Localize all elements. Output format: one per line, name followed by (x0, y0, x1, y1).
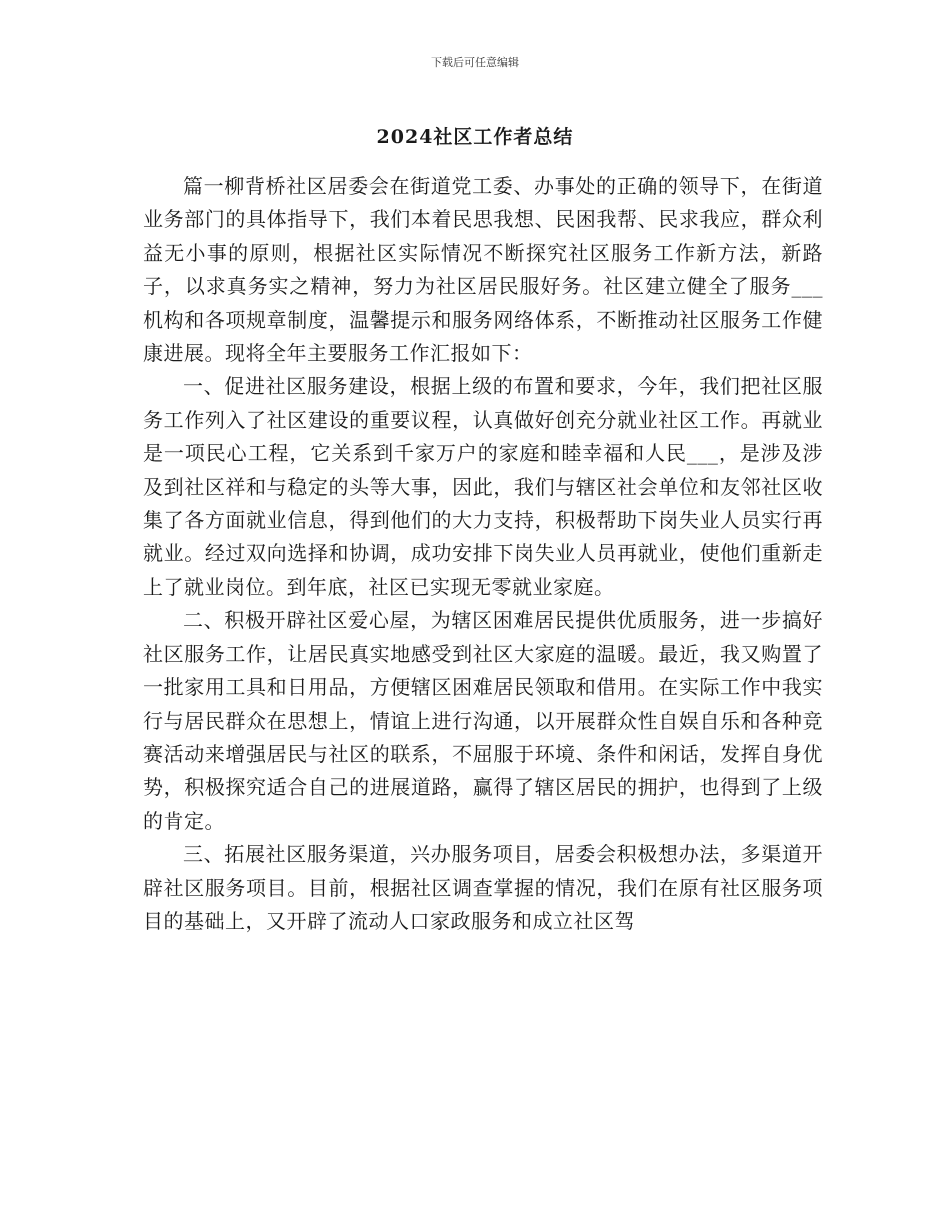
document-body (143, 170, 823, 938)
paragraph-section-2: 二、积极开辟社区爱心屋，为辖区困难居民提供优质服务，进一步搞好社区服务工作，让居民真实地感受到社区大家庭的温暖。最近，我又购置了一批家用工具和日用品，方便辖区困难居民领取和借用。在实际工作中我实行与居民群众在思想上，情谊上进行沟通，以开展群众性自娱自乐和各种竞赛活动来增强居民与社区的联系，不屈服于环境、条件和闲话，发挥自身优势，积极探究适合自己的进展道路，赢得了辖区居民的拥护，也得到了上级的肯定。 (143, 608, 823, 833)
paragraph-intro: 篇一柳背桥社区居委会在街道党工委、办事处的正确的领导下，在街道业务部门的具体指导下，我们本着民思我想、民困我帮、民求我应，群众利益无小事的原则，根据社区实际情况不断探究社区服务工作新方法，新路子，以求真务实之精神，努力为社区居民服好务。社区建立健全了服务___机构和各项规章制度，温馨提示和服务网络体系，不断推动社区服务工作健康进展。现将全年主要服务工作汇报如下： (143, 174, 823, 366)
document-title: 2024社区工作者总结 (376, 126, 574, 148)
paragraph-section-3: 三、拓展社区服务渠道，兴办服务项目，居委会积极想办法，多渠道开辟社区服务项目。目前，根据社区调查掌握的情况，我们在原有社区服务项目的基础上，又开辟了流动人口家政服务和成立社区驾 (143, 842, 823, 933)
paragraph-section-1: 一、促进社区服务建设，根据上级的布置和要求，今年，我们把社区服务工作列入了社区建设的重要议程，认真做好创充分就业社区工作。再就业是一项民心工程，它关系到千家万户的家庭和睦幸福和人民___，是涉及涉及到社区祥和与稳定的头等大事，因此，我们与辖区社会单位和友邻社区收集了各方面就业信息，得到他们的大力支持，积极帮助下岗失业人员实行再就业。经过双向选择和协调，成功安排下岗失业人员再就业，使他们重新走上了就业岗位。到年底，社区已实现无零就业家庭。 (143, 374, 823, 599)
page-header-note: 下载后可任意编辑 (431, 56, 519, 69)
